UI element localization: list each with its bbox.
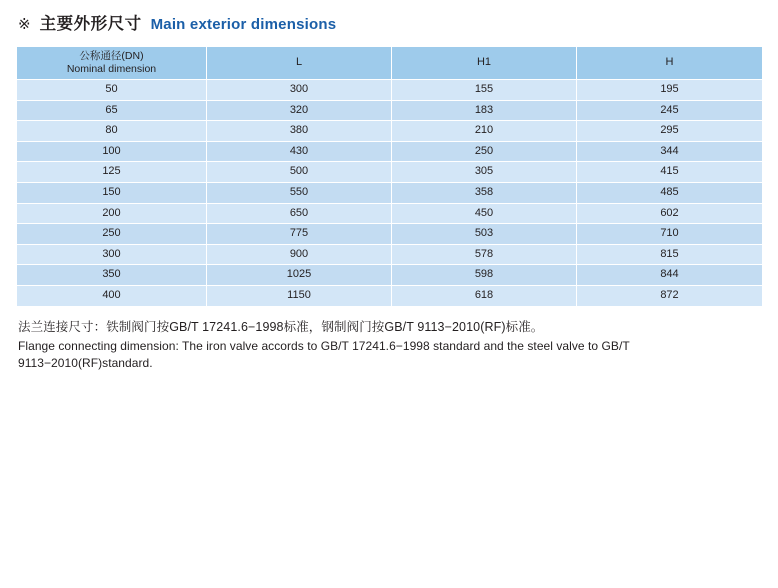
cell-h: 844	[577, 265, 763, 286]
cell-l: 775	[207, 224, 392, 245]
cell-dn: 350	[17, 265, 207, 286]
cell-l: 1150	[207, 285, 392, 306]
column-header-h1: H1	[392, 47, 577, 80]
footnote	[16, 318, 762, 373]
table-body	[17, 80, 763, 307]
table-row	[17, 203, 763, 224]
column-header-h: H	[577, 47, 763, 80]
table-row	[17, 162, 763, 183]
cell-h1: 183	[392, 100, 577, 121]
cell-h1: 598	[392, 265, 577, 286]
cell-h: 485	[577, 182, 763, 203]
footnote-cn: 法兰连接尺寸：铁制阀门按GB/T 17241.6−1998标准，钢制阀门按GB/T 9113−2010(RF)标准。	[18, 319, 544, 334]
table-header-row	[17, 47, 763, 80]
cell-l: 500	[207, 162, 392, 183]
cell-h1: 503	[392, 224, 577, 245]
table-row	[17, 224, 763, 245]
dimensions-table	[16, 46, 763, 307]
table-header	[17, 47, 763, 80]
cell-h: 872	[577, 285, 763, 306]
cell-h: 195	[577, 80, 763, 101]
cell-h: 415	[577, 162, 763, 183]
table-row	[17, 182, 763, 203]
cell-h: 815	[577, 244, 763, 265]
table-row	[17, 121, 763, 142]
cell-h1: 305	[392, 162, 577, 183]
cell-dn: 250	[17, 224, 207, 245]
page-title-en: Main exterior dimensions	[150, 16, 337, 33]
cell-l: 380	[207, 121, 392, 142]
reference-mark-icon: ※	[18, 16, 31, 33]
cell-dn: 125	[17, 162, 207, 183]
cell-h: 245	[577, 100, 763, 121]
cell-dn: 65	[17, 100, 207, 121]
cell-dn: 50	[17, 80, 207, 101]
cell-dn: 200	[17, 203, 207, 224]
cell-h1: 578	[392, 244, 577, 265]
cell-h1: 210	[392, 121, 577, 142]
cell-h: 710	[577, 224, 763, 245]
table-row	[17, 285, 763, 306]
column-header-dn-en: Nominal dimension	[66, 63, 157, 75]
cell-l: 900	[207, 244, 392, 265]
cell-h1: 250	[392, 141, 577, 162]
cell-h: 295	[577, 121, 763, 142]
table-row	[17, 141, 763, 162]
column-header-dn	[17, 47, 207, 80]
cell-h1: 155	[392, 80, 577, 101]
cell-l: 300	[207, 80, 392, 101]
table-row	[17, 265, 763, 286]
footnote-en: Flange connecting dimension: The iron valve accords to GB/T 17241.6−1998 standard and the steel valve to GB/T 9113−2010(RF)standard.	[18, 338, 630, 371]
page-title-cn: 主要外形尺寸	[39, 15, 142, 33]
cell-dn: 300	[17, 244, 207, 265]
cell-l: 1025	[207, 265, 392, 286]
cell-h: 344	[577, 141, 763, 162]
cell-h1: 450	[392, 203, 577, 224]
cell-dn: 150	[17, 182, 207, 203]
cell-h1: 618	[392, 285, 577, 306]
cell-l: 550	[207, 182, 392, 203]
column-header-dn-cn: 公称通径(DN)	[79, 49, 144, 62]
cell-h: 602	[577, 203, 763, 224]
table-row	[17, 244, 763, 265]
table-row	[17, 80, 763, 101]
column-header-l: L	[207, 47, 392, 80]
table-row	[17, 100, 763, 121]
cell-dn: 80	[17, 121, 207, 142]
cell-dn: 400	[17, 285, 207, 306]
cell-l: 320	[207, 100, 392, 121]
cell-h1: 358	[392, 182, 577, 203]
cell-l: 650	[207, 203, 392, 224]
cell-dn: 100	[17, 141, 207, 162]
cell-l: 430	[207, 141, 392, 162]
section-heading	[16, 0, 762, 34]
